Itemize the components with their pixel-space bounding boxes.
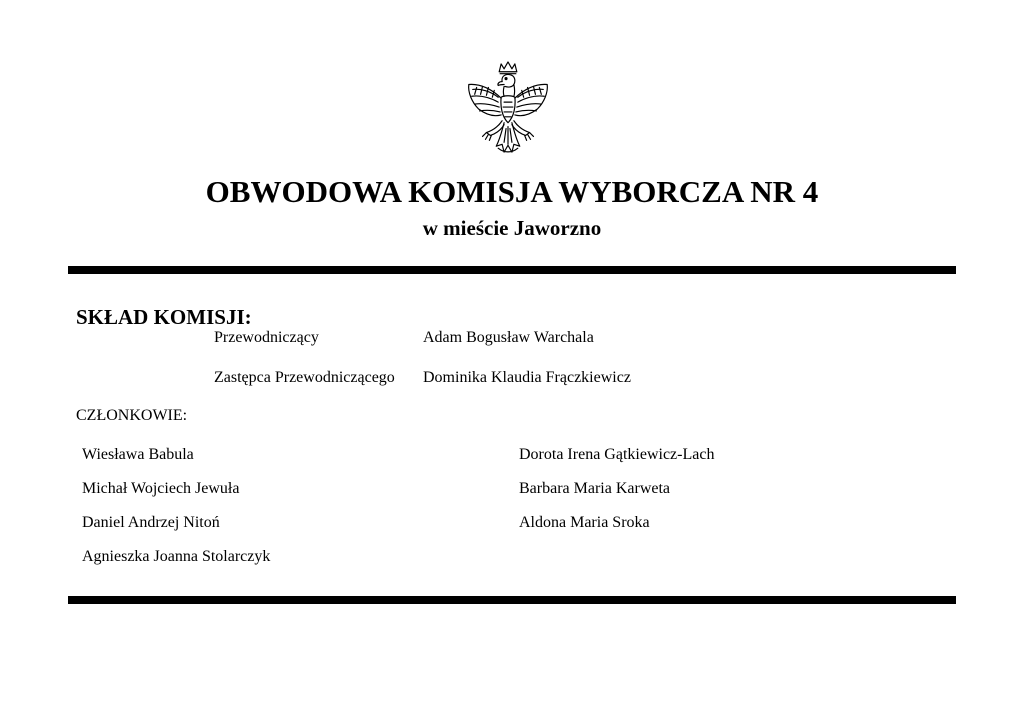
deputy-name: Dominika Klaudia Frączkiewicz xyxy=(423,369,631,386)
committee-location: w mieście Jaworzno xyxy=(422,216,602,240)
members-list-left xyxy=(82,444,270,580)
chair-role-label: Przewodniczący xyxy=(214,329,319,346)
member-name: Agnieszka Joanna Stolarczyk xyxy=(82,548,271,565)
composition-heading: SKŁAD KOMISJI: xyxy=(76,305,252,329)
bottom-divider xyxy=(68,596,956,604)
member-name: Barbara Maria Karweta xyxy=(519,480,671,497)
member-name: Aldona Maria Sroka xyxy=(519,514,650,531)
member-name: Dorota Irena Gątkiewicz-Lach xyxy=(519,446,715,463)
members-heading: CZŁONKOWIE: xyxy=(76,407,188,424)
member-name: Michał Wojciech Jewuła xyxy=(82,480,240,497)
chair-name: Adam Bogusław Warchala xyxy=(423,329,594,346)
member-name: Daniel Andrzej Nitoń xyxy=(82,514,220,531)
polish-eagle-emblem-icon xyxy=(459,58,557,160)
members-list-right xyxy=(519,444,714,546)
top-divider xyxy=(68,266,956,274)
deputy-role-label: Zastępca Przewodniczącego xyxy=(214,369,395,386)
member-name: Wiesława Babula xyxy=(82,446,194,463)
committee-title: OBWODOWA KOMISJA WYBORCZA NR 4 xyxy=(205,174,819,209)
